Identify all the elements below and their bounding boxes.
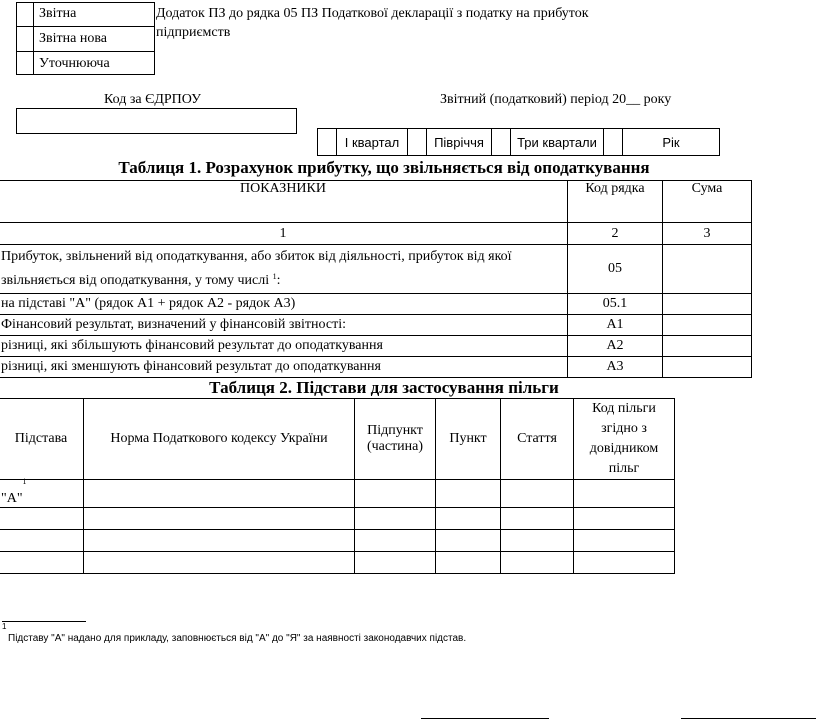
table2-header-basis: Підстава [0, 399, 84, 480]
table2-cell[interactable] [574, 480, 675, 508]
table2-cell[interactable] [436, 552, 501, 574]
period-label-0: І квартал [337, 129, 408, 156]
table2-cell[interactable] [355, 530, 436, 552]
report-type-box [16, 2, 155, 75]
period-selector [317, 128, 720, 156]
table2-cell[interactable] [501, 552, 574, 574]
table1-row-label: Фінансовий результат, визначений у фінансовій звітності: [0, 315, 568, 336]
footnote-divider [2, 621, 86, 622]
table2-caption: Таблиця 2. Підстави для застосування пільги [209, 378, 559, 397]
table2-header-paragraph: Пункт [436, 399, 501, 480]
table2-cell[interactable] [0, 552, 84, 574]
table1-row-code: А2 [568, 336, 663, 357]
table2-cell[interactable] [501, 530, 574, 552]
edrpou-label: Код за ЄДРПОУ [104, 92, 202, 107]
signature-line-left [421, 718, 549, 719]
table2-header-benefit-code: Код пільги згідно з довідником пільг [574, 399, 675, 480]
table2-cell[interactable] [574, 552, 675, 574]
table2-cell[interactable] [355, 508, 436, 530]
report-type-checkbox-1[interactable] [17, 27, 33, 51]
table1 [0, 180, 752, 378]
period-label: Звітний (податковий) період 20__ року [440, 92, 672, 107]
signature-line-right [681, 718, 816, 719]
table1-header-sum: Сума [663, 181, 752, 223]
table1-row-code: 05 [568, 245, 663, 294]
report-type-label-0: Звітна [39, 6, 77, 21]
table1-row-label: різниці, які збільшують фінансовий результат до оподаткування [0, 336, 568, 357]
table2-cell[interactable] [574, 508, 675, 530]
table2-cell[interactable] [436, 480, 501, 508]
table2-cell[interactable] [501, 508, 574, 530]
table1-row-code: 05.1 [568, 294, 663, 315]
table1-row-label: на підставі "А" (рядок А1 + рядок А2 - рядок А3) [0, 294, 568, 315]
table1-row-code: А1 [568, 315, 663, 336]
table1-row-label: Прибуток, звільнений від оподаткування, або збиток від діяльності, прибуток від якої звільняється від оподаткування, у тому числі $^1$: [0, 245, 568, 294]
period-checkbox-2[interactable] [492, 129, 511, 156]
table1-caption: Таблиця 1. Розрахунок прибутку, що звільняється від оподаткування [118, 158, 650, 177]
table2-cell[interactable] [574, 530, 675, 552]
table2-cell[interactable] [84, 480, 355, 508]
period-label-1: Півріччя [427, 129, 492, 156]
table1-col-number-1: 1 [0, 223, 568, 245]
edrpou-field[interactable] [16, 108, 297, 134]
table2-cell[interactable] [436, 530, 501, 552]
table2-cell[interactable] [0, 530, 84, 552]
table2-header-article: Стаття [501, 399, 574, 480]
table2-cell[interactable] [355, 552, 436, 574]
period-checkbox-3[interactable] [604, 129, 623, 156]
table2-cell[interactable] [436, 508, 501, 530]
report-type-checkbox-2[interactable] [17, 52, 33, 75]
report-type-label-2: Уточнююча [39, 56, 110, 71]
table1-row-sum-input[interactable] [663, 245, 752, 294]
table1-row-sum-input[interactable] [663, 315, 752, 336]
table1-row-sum-input[interactable] [663, 357, 752, 378]
period-checkbox-0[interactable] [318, 129, 337, 156]
table2-header-tax-code-norm: Норма Податкового кодексу України [84, 399, 355, 480]
period-label-2: Три квартали [511, 129, 604, 156]
table1-row-code: А3 [568, 357, 663, 378]
table1-row-sum-input[interactable] [663, 294, 752, 315]
table1-col-number-2: 2 [568, 223, 663, 245]
report-type-label-1: Звітна нова [39, 31, 107, 46]
period-checkbox-1[interactable] [408, 129, 427, 156]
table1-col-number-3: 3 [663, 223, 752, 245]
table1-row-sum-input[interactable] [663, 336, 752, 357]
header-title: Додаток ПЗ до рядка 05 ПЗ Податкової декларації з податку на прибуток підприємств [156, 6, 589, 40]
table1-header-indicators: ПОКАЗНИКИ [0, 181, 568, 223]
table2-header-subparagraph: Підпункт (частина) [355, 399, 436, 480]
footnote-mark: 1 [2, 622, 7, 631]
table2-basis-cell: "А"$^1$ [0, 480, 84, 508]
table1-row-label: різниці, які зменшують фінансовий результат до оподаткування [0, 357, 568, 378]
table2-cell[interactable] [355, 480, 436, 508]
table2-cell[interactable] [84, 508, 355, 530]
table1-header-code: Код рядка [568, 181, 663, 223]
period-label-3: Рік [623, 129, 720, 156]
report-type-checkbox-0[interactable] [17, 3, 33, 26]
table2 [0, 398, 675, 574]
table2-cell[interactable] [84, 530, 355, 552]
table2-cell[interactable] [84, 552, 355, 574]
table2-cell[interactable] [501, 480, 574, 508]
table2-cell[interactable] [0, 508, 84, 530]
footnote-text: Підставу "А" надано для прикладу, заповнюється від "А" до "Я" за наявності законодавчих підстав. [8, 633, 467, 644]
